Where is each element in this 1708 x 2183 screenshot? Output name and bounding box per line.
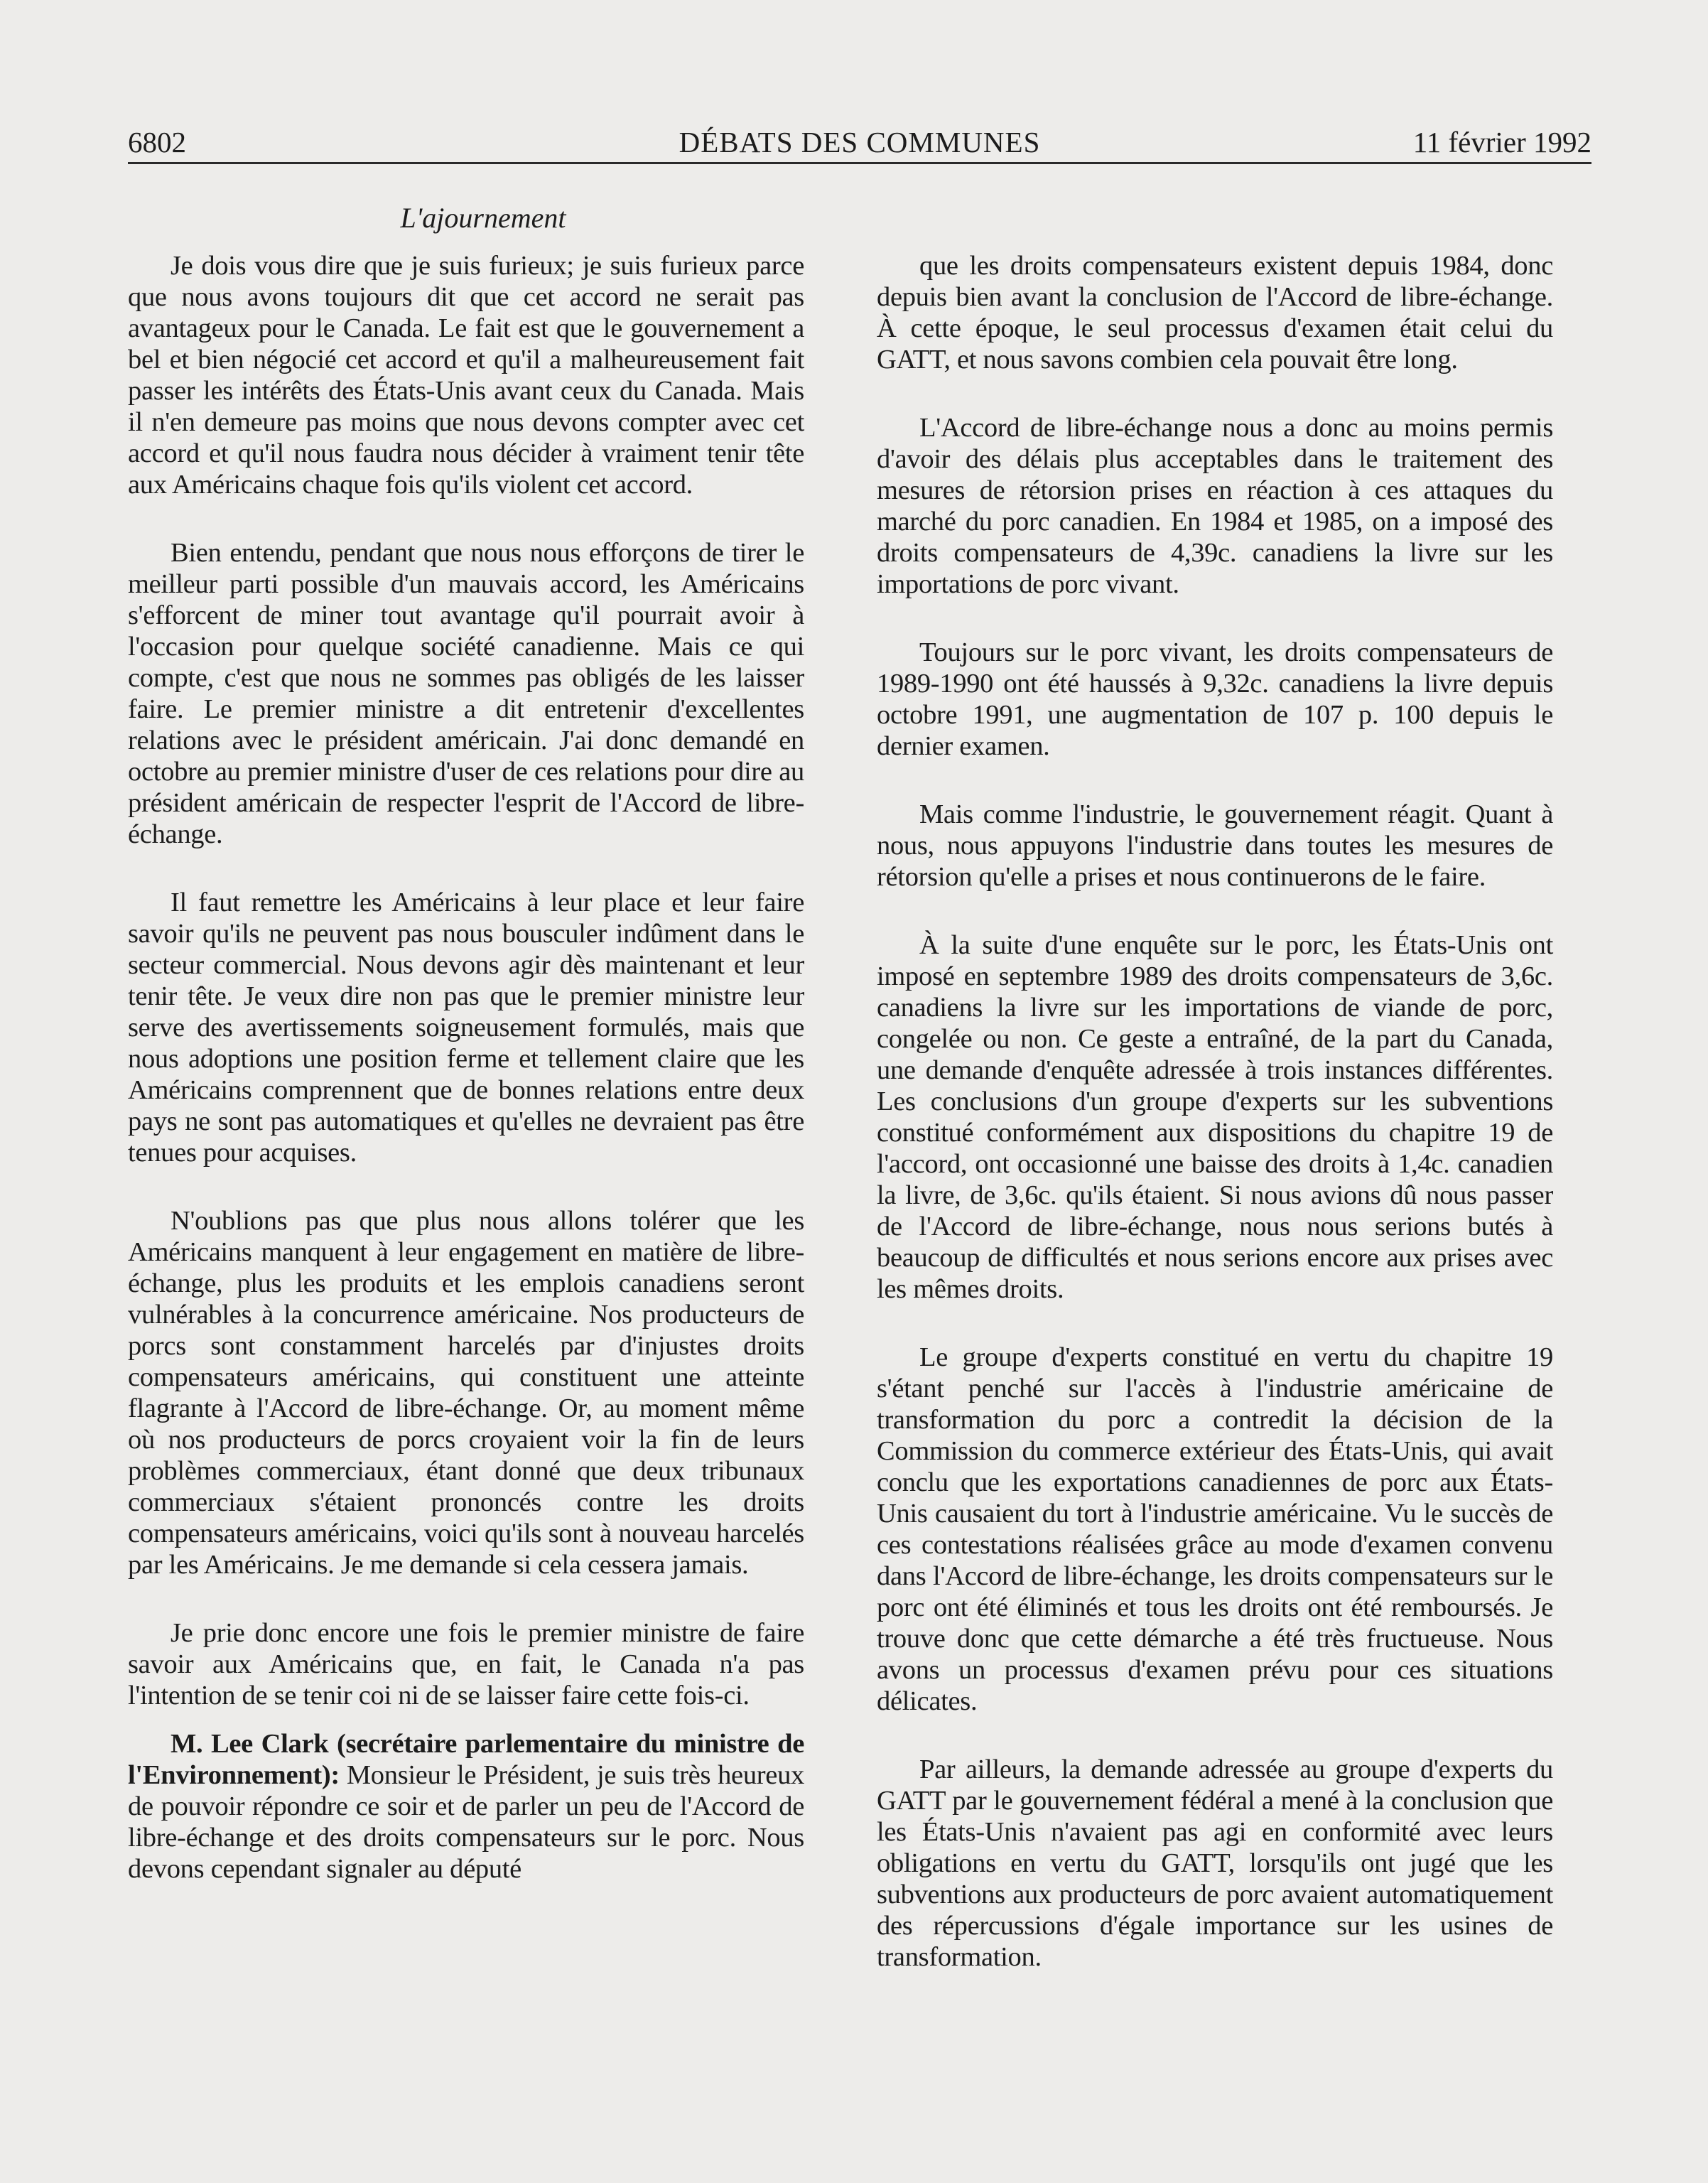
- page-header: [128, 122, 1591, 164]
- speech-paragraph: [128, 1728, 804, 1885]
- paragraph: Je dois vous dire que je suis furieux; je suis furieux parce que nous avons toujours dit que cet accord ne serait pas avantageux pour le Canada. Le fait est que le gouvernement a bel et bien négocié cet accord et qu'il a malheureusement fait passer les intérêts des États-Unis avant ceux du Canada. Mais il n'en demeure pas moins que nous devons compter avec cet accord et qu'il nous faudra nous décider à vraiment tenir tête aux Américains chaque fois qu'ils violent cet accord.: [128, 251, 804, 500]
- paragraph: Toujours sur le porc vivant, les droits compensateurs de 1989-1990 ont été haussés à 9,32c. canadiens la livre depuis octobre 1991, une augmentation de 107 p. 100 depuis le dernier examen.: [877, 637, 1553, 761]
- left-column: [128, 250, 804, 1921]
- paragraph: Mais comme l'industrie, le gouvernement réagit. Quant à nous, nous appuyons l'industrie dans toutes les mesures de rétorsion qu'elle a prises et nous continuerons de le faire.: [877, 799, 1553, 892]
- page-number: 6802: [128, 126, 186, 158]
- speech-text: Monsieur le Président, je suis très heureux de pouvoir répondre ce soir et de parler un peu de l'Accord de libre-échange et des droits compensateurs sur le porc. Nous devons cependant signaler au député: [128, 1760, 804, 1884]
- speaker-name: M. Lee Clark (secrétaire parlementaire du ministre de l'Environnement):: [128, 1729, 804, 1790]
- paragraph: L'Accord de libre-échange nous a donc au moins permis d'avoir des délais plus acceptables dans le traitement des mesures de rétorsion prises en réaction à ces attaques du marché du porc canadien. En 1984 et 1985, on a imposé des droits compensateurs de 4,39c. canadiens la livre sur les importations de porc vivant.: [877, 413, 1553, 599]
- publication-title: DÉBATS DES COMMUNES: [679, 126, 1041, 158]
- paragraph: À la suite d'une enquête sur le porc, les États-Unis ont imposé en septembre 1989 des droits compensateurs de 3,6c. canadiens la livre sur les importations de viande de porc, congelée ou non. Ce geste a entraîné, de la part du Canada, une demande d'enquête adressée à trois instances différentes. Les conclusions d'un groupe d'experts sur les subventions constitué conformément aux dispositions du chapitre 19 de l'accord, ont occasionné une baisse des droits à 1,4c. canadien la livre, de 3,6c. qu'ils étaient. Si nous avions dû nous passer de l'Accord de libre-échange, nous nous serions butés à beaucoup de difficultés et nous serions encore aux prises avec les mêmes droits.: [877, 930, 1553, 1304]
- paragraph: Le groupe d'experts constitué en vertu du chapitre 19 s'étant penché sur l'accès à l'industrie américaine de transformation du porc a contredit la décision de la Commission du commerce extérieur des États-Unis, qui avait conclu que les exportations canadiennes de porc aux États-Unis causaient du tort à l'industrie américaine. Vu le succès de ces contestations réalisées grâce au mode d'examen convenu dans l'Accord de libre-échange, les droits compensateurs sur le porc ont été éliminés et tous les droits ont été remboursés. Je trouve donc que cette démarche a été très fructueuse. Nous avons un processus d'examen prévu pour ces situations délicates.: [877, 1342, 1553, 1716]
- paragraph: N'oublions pas que plus nous allons tolérer que les Américains manquent à leur engagement en matière de libre-échange, plus les produits et les emplois canadiens seront vulnérables à la concurrence américaine. Nos producteurs de porcs sont constamment harcelés par d'injustes droits compensateurs américains, qui constituent une atteinte flagrante à l'Accord de libre-échange. Or, au moment même où nos producteurs de porcs croyaient voir la fin de leurs problèmes commerciaux, étant donné que deux tribunaux commerciaux s'étaient prononcés contre les droits compensateurs américains, voici qu'ils sont à nouveau harcelés par les Américains. Je me demande si cela cessera jamais.: [128, 1206, 804, 1580]
- paragraph: Il faut remettre les Américains à leur place et leur faire savoir qu'ils ne peuvent pas nous bousculer indûment dans le secteur commercial. Nous devons agir dès maintenant et leur tenir tête. Je veux dire non pas que le premier ministre leur serve des avertissements soigneusement formulés, mais que nous adoptions une position ferme et tellement claire que les Américains comprennent que de bonnes relations entre deux pays ne sont pas automatiques et qu'elles ne devraient pas être tenues pour acquises.: [128, 888, 804, 1168]
- paragraph: Par ailleurs, la demande adressée au groupe d'experts du GATT par le gouvernement fédéral a mené à la conclusion que les États-Unis n'avaient pas agi en conformité avec leurs obligations en vertu du GATT, lorsqu'ils ont jugé que les subventions aux producteurs de porc avaient automatiquement des répercussions d'égale importance sur les usines de transformation.: [877, 1755, 1553, 1972]
- publication-date: 11 février 1992: [1412, 126, 1591, 158]
- paragraph: que les droits compensateurs existent depuis 1984, donc depuis bien avant la conclusion de l'Accord de libre-échange. À cette époque, le seul processus d'examen était celui du GATT, et nous savons combien cela pouvait être long.: [877, 251, 1553, 374]
- paragraph: Bien entendu, pendant que nous nous efforçons de tirer le meilleur parti possible d'un mauvais accord, les Américains s'efforcent de miner tout avantage qu'il pourrait avoir à l'occasion pour quelque société canadienne. Mais ce qui compte, c'est que nous ne sommes pas obligés de les laisser faire. Le premier ministre a dit entretenir d'excellentes relations avec le président américain. J'ai donc demandé en octobre au premier ministre d'user de ces relations pour dire au président américain de respecter l'esprit de l'Accord de libre-échange.: [128, 538, 804, 849]
- paragraph: Je prie donc encore une fois le premier ministre de faire savoir aux Américains que, en fait, le Canada n'a pas l'intention de se tenir coi ni de se laisser faire cette fois-ci.: [128, 1618, 804, 1710]
- section-title: L'ajournement: [400, 202, 566, 234]
- right-column: [877, 250, 1553, 2010]
